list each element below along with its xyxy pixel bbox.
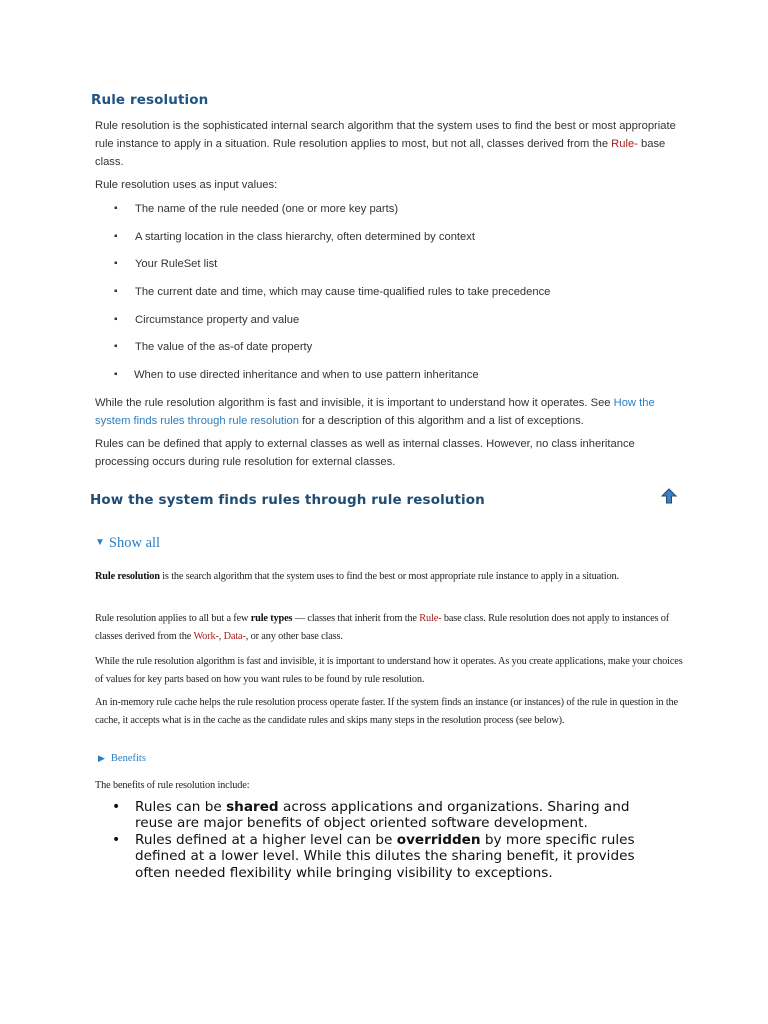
list-item: • Rules can be shared across applications and organizations. Sharing and reuse are major benefits of object oriented software development. xyxy=(112,799,652,832)
algorithm-paragraph: While the rule resolution algorithm is fast and invisible, it is important to understand how it operates. As you create applications, make your choices of values for key parts based on how you want rules to be found by rule resolution. xyxy=(95,656,683,685)
rule-class-term: Rule- xyxy=(611,138,638,150)
benefits-list xyxy=(112,799,652,881)
list-item: ▪ A starting location in the class hierarchy, often determined by context xyxy=(95,228,675,256)
list-item: • Rules defined at a higher level can be overridden by more specific rules defined at a lower level. While this dilutes the sharing benefit, it provides often needed flexibility while bringing visibility to exceptions. xyxy=(112,832,652,881)
rule-types-paragraph: Rule resolution applies to all but a few rule types — classes that inherit from the Rule- base class. Rule resolution does not apply to instances of classes derived from the Work-, Data-, or any other base class. xyxy=(95,613,670,642)
external-classes-paragraph: Rules can be defined that apply to external classes as well as internal classes. However, no class inheritance processing occurs during rule resolution for external classes. xyxy=(95,438,635,468)
list-item: ▪ The current date and time, which may cause time-qualified rules to take precedence xyxy=(95,283,675,311)
arrow-up-icon[interactable] xyxy=(660,487,678,505)
chevron-down-icon: ▼ xyxy=(95,537,105,548)
rule-cache-paragraph: An in-memory rule cache helps the rule resolution process operate faster. If the system finds an instance (or instances) of the rule in question in the cache, it accepts what is in the cache as the candidate rules and skips many steps in the resolution process (see below). xyxy=(95,697,678,726)
benefits-lead: The benefits of rule resolution include: xyxy=(95,780,250,791)
list-item: ▪ Circumstance property and value xyxy=(95,311,675,339)
benefits-toggle[interactable]: ▶ Benefits xyxy=(98,753,146,764)
how-system-finds-rules-link[interactable]: How the system finds rules through rule resolution xyxy=(95,397,655,427)
intro-paragraph: Rule resolution is the sophisticated internal search algorithm that the system uses to find the best or most appropriate rule instance to apply in a situation. Rule resolution applies to most, but not all, classes derived from the Rule- base class. xyxy=(95,120,676,168)
list-item: ▪ The name of the rule needed (one or more key parts) xyxy=(95,200,675,228)
list-item: ▪ The value of the as-of date property xyxy=(95,338,675,366)
while-paragraph: While the rule resolution algorithm is fast and invisible, it is important to understand how it operates. See How the system finds rules through rule resolution for a description of this algorithm and a list of exceptions. xyxy=(95,397,655,427)
inputs-lead: Rule resolution uses as input values: xyxy=(95,179,278,191)
input-values-list xyxy=(95,200,675,394)
triangle-right-icon: ▶ xyxy=(98,753,105,763)
show-all-toggle[interactable]: ▼ Show all xyxy=(95,535,161,551)
section-title-how-system-finds: How the system finds rules through rule resolution xyxy=(90,492,485,508)
section-title-rule-resolution: Rule resolution xyxy=(91,92,209,108)
list-item: ▪ When to use directed inheritance and when to use pattern inheritance xyxy=(95,366,675,394)
rule-resolution-definition: Rule resolution is the search algorithm that the system uses to find the best or most appropriate rule instance to apply in a situation. xyxy=(95,571,619,582)
list-item: ▪ Your RuleSet list xyxy=(95,255,675,283)
